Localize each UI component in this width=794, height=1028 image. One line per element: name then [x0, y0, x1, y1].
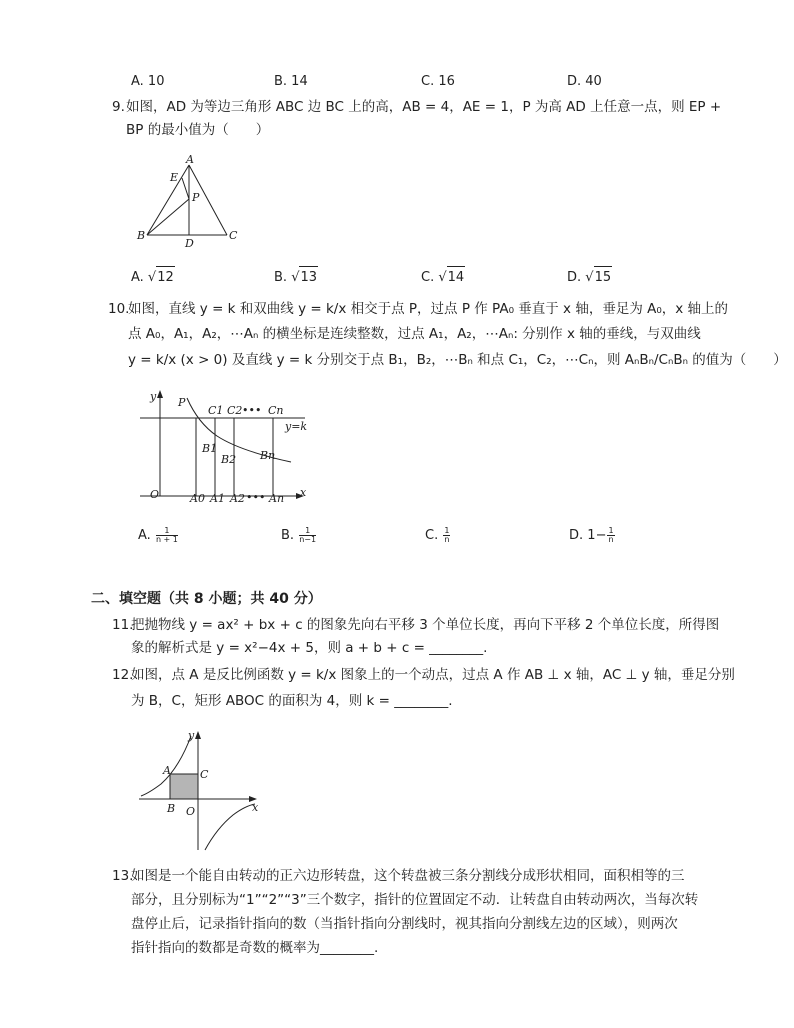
- q10-label-a1: A1: [210, 492, 225, 505]
- q10-option-d-num: 1: [608, 526, 614, 535]
- q10-option-b-den: n−1: [299, 535, 317, 544]
- q8-option-b: B. 14: [274, 74, 308, 89]
- q9-label-a: A: [186, 155, 194, 166]
- q10-label-c2: C2: [227, 404, 243, 417]
- q12-label-y: y: [188, 729, 195, 742]
- q10-label-c1: C1: [208, 404, 224, 417]
- q10-label-p: P: [178, 396, 186, 409]
- q10-option-c: C. $\frac{1}{n}$: [425, 526, 450, 544]
- q13-line1: 如图是一个能自由转动的正六边形转盘，这个转盘被三条分割线分成形状相同，面积相等的三: [131, 868, 685, 884]
- q10-label-cn: Cn: [268, 404, 284, 417]
- q10-option-a-num: 1: [156, 527, 178, 536]
- q12-label-a: A: [163, 764, 171, 777]
- q10-option-d-den: n: [608, 535, 614, 544]
- q10-option-a-den: n + 1: [155, 535, 178, 544]
- q13-number: 13.: [112, 868, 134, 884]
- q8-option-c: C. 16: [421, 74, 455, 89]
- q10-label-dots-bottom: •••: [246, 491, 266, 504]
- q12-hyperbola-figure: [137, 726, 267, 854]
- q8-option-d: D. 40: [567, 74, 602, 89]
- q9-label-b: B: [137, 229, 146, 242]
- q9-label-p: P: [192, 191, 200, 204]
- q10-label-a0: A0: [190, 492, 205, 505]
- q10-label-o: O: [150, 488, 160, 501]
- q12-label-c: C: [200, 768, 209, 781]
- q10-label-x: x: [300, 486, 307, 499]
- q10-label-a2: A2: [230, 492, 245, 505]
- q9-option-c: C. √14: [421, 266, 465, 289]
- q10-line1: 如图，直线 y = k 和双曲线 y = k/x 相交于点 P，过点 P 作 PA₀ 垂直于 x 轴，垂足为 A₀，x 轴上的: [128, 301, 729, 317]
- q12-line1: 如图，点 A 是反比例函数 y = k/x 图象上的一个动点，过点 A 作 AB ⊥ x 轴，AC ⊥ y 轴，垂足分别: [131, 667, 735, 683]
- q9-option-a-radicand: 12: [156, 266, 175, 289]
- q10-line2: 点 A₀，A₁，A₂，⋯Aₙ 的横坐标是连续整数，过点 A₁，A₂，⋯Aₙ: 分别作 x 轴的垂线，与双曲线: [128, 326, 701, 342]
- q10-label-dots-top: •••: [242, 404, 262, 417]
- q10-hyperbola-figure: [140, 388, 320, 508]
- q9-line2: BP 的最小值为（ ）: [126, 122, 270, 138]
- q10-option-c-den: n: [444, 535, 450, 544]
- q13-line2: 部分，且分别标为“1”“2”“3”三个数字，指针的位置固定不动．让转盘自由转动两次，当每次转: [131, 892, 699, 908]
- q12-number: 12.: [112, 667, 134, 683]
- q11-line2: 象的解析式是 y = x²−4x + 5，则 a + b + c = ________.: [131, 640, 488, 656]
- q10-label-bn: Bn: [260, 449, 276, 462]
- q11-number: 11.: [112, 617, 134, 633]
- q11-line1: 把抛物线 y = ax² + bx + c 的图象先向右平移 3 个单位长度，再向下平移 2 个单位长度，所得图: [131, 617, 720, 633]
- q9-option-d: D. √15: [567, 266, 612, 289]
- q10-number: 10.: [108, 301, 130, 317]
- q12-line2: 为 B，C，矩形 ABOC 的面积为 4，则 k = ________.: [131, 693, 453, 709]
- q10-option-b: B. $\frac{1}{n-1}$: [281, 526, 317, 544]
- q9-option-b: B. √13: [274, 266, 318, 289]
- q10-option-b-num: 1: [299, 527, 316, 536]
- q12-label-x: x: [252, 801, 259, 814]
- q9-option-d-radicand: 15: [594, 266, 613, 289]
- q10-label-b2: B2: [221, 453, 237, 466]
- q10-line3: y = k/x (x > 0) 及直线 y = k 分别交于点 B₁，B₂，⋯Bₙ 和点 C₁，C₂，⋯Cₙ，则 AₙBₙ/CₙBₙ 的值为（ ）: [128, 352, 787, 368]
- q9-label-d: D: [185, 237, 194, 250]
- q9-triangle-figure: [130, 155, 240, 250]
- q9-line1: 如图，AD 为等边三角形 ABC 边 BC 上的高，AB = 4，AE = 1，P 为高 AD 上任意一点，则 EP +: [126, 99, 722, 115]
- q10-option-a: A. $\frac{1}{n + 1}$: [138, 526, 178, 544]
- q13-line3: 盘停止后，记录指针指向的数（当指针指向分割线时，视其指向分割线左边的区域），则两次: [131, 916, 678, 932]
- q10-label-an: An: [269, 492, 285, 505]
- q9-label-e: E: [170, 171, 179, 184]
- q10-option-c-num: 1: [444, 526, 450, 535]
- q13-line4: 指针指向的数都是奇数的概率为________.: [131, 940, 379, 956]
- q9-option-b-radicand: 13: [299, 266, 318, 289]
- q10-label-b1: B1: [202, 442, 218, 455]
- q9-option-c-radicand: 14: [447, 266, 466, 289]
- q12-label-o: O: [186, 805, 196, 818]
- q9-label-c: C: [229, 229, 238, 242]
- q8-option-a: A. 10: [131, 74, 165, 89]
- q9-option-a: A. √12: [131, 266, 175, 289]
- q10-label-y: y: [150, 390, 157, 403]
- q12-label-b: B: [167, 802, 176, 815]
- q10-option-d: D. 1− $\frac{1}{n}$: [569, 526, 614, 544]
- section-2-title: 二、填空题（共 8 小题；共 40 分）: [91, 591, 322, 607]
- q9-number: 9.: [112, 99, 125, 115]
- q10-label-y-eq-k: y=k: [285, 420, 308, 433]
